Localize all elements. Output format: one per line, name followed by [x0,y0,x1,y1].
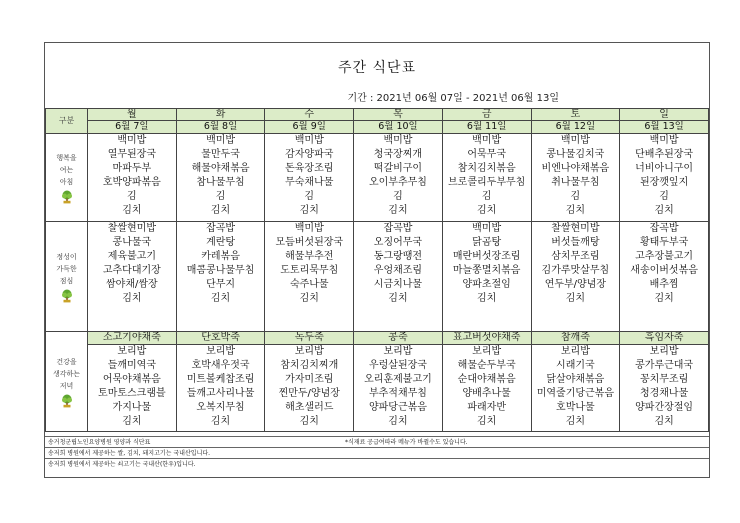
day-header: 토 [531,109,620,121]
menu-item: 동그랑땡전 [373,251,423,263]
menu-item: 백미밥 [560,135,590,146]
menu-item: 백미밥 [383,135,413,146]
dinner-label [46,332,88,432]
menu-item: 모듬버섯된장국 [275,237,344,249]
lunch-label [46,222,88,332]
lunch-day-cell [354,222,443,332]
menu-item: 김치 [299,416,319,428]
dinner-label-line: 생각하는 [52,369,81,378]
menu-item: 찐만두/양념장 [278,388,340,400]
menu-item: 김치 [654,205,674,217]
porridge-cell: 소고기야채죽 [88,332,177,345]
menu-item: 미역줄기당근볶음 [536,388,614,400]
menu-item: 김치 [299,293,319,305]
menu-item: 고추다대기장 [102,265,161,277]
footer-note: 송저희 병원에서 제공하는 쌀, 김치, 돼지고기는 국내산입니다. [48,450,211,457]
date-header: 6월 8일 [176,121,265,134]
page-title: 주간 식단표 [337,60,417,76]
breakfast-day-cell [531,134,620,222]
dinner-row [46,345,709,432]
menu-item: 브로콜리두부무침 [448,177,526,189]
menu-item: 감자양파국 [285,149,334,161]
menu-item: 쌈야채/쌈장 [106,279,158,291]
menu-item: 잡곡밥 [383,223,413,234]
menu-item: 제육불고기 [107,251,156,263]
menu-item: 백미밥 [294,223,324,234]
menu-item: 순대야채볶음 [457,374,516,386]
breakfast-day-cell [176,134,265,222]
breakfast-day-cell [88,134,177,222]
footer-notes [45,436,709,469]
menu-item: 백미밥 [472,135,502,146]
porridge-cell: 흑임자죽 [620,332,709,345]
footer-note-right: *식재료 공급여따라 메뉴가 바뀔수도 있습니다. [345,439,468,446]
menu-item: 김 [393,191,403,203]
menu-item: 오리훈제불고기 [364,374,432,386]
menu-item: 김치 [388,293,408,305]
menu-item: 양파당근볶음 [368,402,427,414]
day-header: 목 [354,109,443,121]
menu-item: 숙주나물 [289,279,329,291]
menu-item: 잡곡밥 [206,223,236,234]
menu-item: 김 [215,191,226,203]
menu-item: 양파초절임 [462,279,511,291]
dinner-day-cell [442,345,531,432]
dinner-day-cell [354,345,443,432]
menu-item: 시금치나물 [373,279,423,291]
menu-item: 백미밥 [117,135,147,146]
lunch-label-line: 가득한 [56,264,77,273]
breakfast-label-line: 행복을 [56,153,77,162]
menu-item: 콩가루근대국 [635,360,694,372]
menu-item: 김치 [565,416,586,428]
menu-item: 계란탕 [206,237,236,249]
breakfast-label [46,134,88,222]
menu-item: 마파두부 [112,163,152,175]
breakfast-day-cell [442,134,531,222]
menu-item: 잡곡밥 [649,223,679,234]
menu-item: 토마토스크램블 [98,388,166,400]
menu-item: 카레볶음 [201,251,240,263]
menu-item: 참치김치볶음 [457,163,516,175]
menu-item: 버섯들깨탕 [551,237,600,249]
date-header: 6월 11일 [442,121,531,134]
menu-item: 해물부추전 [285,251,334,263]
menu-item: 꽁치무조림 [639,374,689,386]
menu-period: 기간 : 2021년 06월 07일 - 2021년 06월 13일 [347,93,559,104]
menu-item: 김 [481,191,492,203]
date-header: 6월 9일 [265,121,354,134]
date-header: 6월 13일 [620,121,709,134]
menu-item: 취나물무침 [551,177,600,189]
menu-item: 떡갈비구이 [373,163,423,175]
lunch-day-cell [442,222,531,332]
footer-note: 송저희 병원에서 제공하는 쇠고기는 국내산(한우)입니다. [48,461,196,468]
day-header: 화 [176,109,265,121]
date-header: 6월 12일 [531,121,620,134]
menu-item: 청국장찌개 [373,149,423,161]
menu-item: 백미밥 [649,135,679,146]
menu-item: 오복지무침 [196,402,245,414]
menu-item: 어묵무국 [467,149,506,161]
menu-item: 보리밥 [206,346,236,357]
menu-item: 양파간장절임 [635,402,694,414]
lunch-day-cell [176,222,265,332]
footer-note-row [45,458,709,469]
menu-item: 김치 [388,205,408,217]
menu-item: 김치 [122,293,142,305]
lunch-day-cell [265,222,354,332]
menu-item: 참나물무침 [196,177,245,189]
lunch-day-cell [88,222,177,332]
section-label-header: 구분 [46,109,88,134]
menu-item: 미트볼케찹조림 [186,374,255,386]
menu-item: 콩나물김치국 [546,149,605,161]
menu-item: 매란버섯장조림 [452,251,521,263]
menu-item: 보리밥 [294,346,324,357]
menu-item: 닭곰탕 [472,237,502,249]
menu-item: 가자미조림 [285,374,334,386]
menu-item: 물만두국 [201,149,240,161]
menu-item: 부추적채무침 [368,388,427,400]
porridge-cell: 참깨죽 [531,332,620,345]
dinner-label-line: 저녁 [59,381,74,390]
menu-item: 우렁살된장국 [368,360,427,372]
menu-item: 김치 [654,293,674,305]
porridge-cell: 표고버섯야채죽 [442,332,531,345]
menu-item: 시래기국 [556,360,595,372]
menu-item: 호박나물 [556,402,595,414]
dinner-label-line: 건강을 [56,357,77,366]
menu-item: 해물야채볶음 [191,163,250,175]
menu-item: 오이부추무침 [368,177,427,189]
menu-item: 김치 [477,205,497,217]
menu-item: 청경채나물 [639,388,689,400]
menu-item: 우엉채조림 [373,265,423,277]
porridge-cell: 단호박죽 [176,332,265,345]
menu-item: 도토리묵무침 [280,265,339,277]
menu-item: 마늘쫑멸치볶음 [452,265,521,277]
menu-item: 김치 [299,205,319,217]
date-header: 6월 10일 [354,121,443,134]
menu-item: 김 [127,191,137,203]
lunch-day-cell [531,222,620,332]
menu-item: 어묵야채볶음 [102,374,161,386]
menu-item: 오징어무국 [373,237,423,249]
menu-item: 찰쌀현미밥 [551,223,600,234]
menu-item: 보리밥 [117,346,147,357]
menu-item: 김가루맛살무침 [541,265,610,277]
menu-item: 해초샐러드 [285,402,334,414]
footer-note-row [45,447,709,458]
date-header: 6월 7일 [88,121,177,134]
menu-item: 닭살야채볶음 [546,374,605,386]
menu-item: 콩나물국 [112,237,152,249]
menu-item: 백미밥 [472,223,502,234]
day-header: 금 [442,109,531,121]
menu-item: 돈육장조림 [285,163,334,175]
lunch-day-cell [620,222,709,332]
lunch-row [46,222,709,332]
footer-note-row [45,436,709,447]
menu-item: 백미밥 [206,135,236,146]
menu-item: 김 [659,191,669,203]
menu-item: 김 [570,191,581,203]
day-header: 일 [620,109,709,121]
weekly-menu-table [45,108,709,432]
day-header: 월 [88,109,177,121]
menu-item: 참치김치찌개 [280,360,339,372]
porridge-row [46,332,709,345]
menu-item: 김치 [565,205,586,217]
breakfast-day-cell [265,134,354,222]
lunch-label-line: 점심 [59,276,74,285]
menu-item: 보리밥 [383,346,413,357]
dinner-day-cell [88,345,177,432]
menu-item: 김 [304,191,315,203]
breakfast-row [46,134,709,222]
menu-item: 김치 [122,205,142,217]
menu-item: 연두부/양념장 [544,279,607,291]
lunch-label-line: 정성이 [56,252,77,261]
tree-icon [60,289,74,303]
dinner-day-cell [265,345,354,432]
menu-item: 들깨고사리나물 [186,388,255,400]
menu-item: 찰쌀현미밥 [107,223,156,234]
menu-item: 들깨미역국 [107,360,156,372]
menu-item: 김치 [122,416,142,428]
menu-item: 열무된장국 [107,149,156,161]
menu-item: 호박새우젓국 [191,360,250,372]
menu-item: 해물순두부국 [457,360,516,372]
menu-item: 무숙채나물 [285,177,334,189]
breakfast-day-cell [354,134,443,222]
menu-item: 김치 [565,293,586,305]
menu-item: 파래자반 [467,402,506,414]
menu-item: 김치 [477,293,497,305]
menu-item: 너비아니구이 [635,163,694,175]
menu-item: 가지나물 [112,402,152,414]
menu-item: 김치 [654,416,674,428]
day-header: 수 [265,109,354,121]
menu-item: 보리밥 [649,346,679,357]
menu-item: 새송이버섯볶음 [630,265,698,277]
menu-item: 김치 [210,416,231,428]
menu-item: 호박양파볶음 [102,177,161,189]
breakfast-label-line: 아침 [59,177,74,186]
tree-icon [60,190,74,204]
menu-item: 비엔나야채볶음 [541,163,610,175]
breakfast-label-line: 여는 [59,165,74,174]
menu-item: 김치 [477,416,497,428]
dinner-day-cell [620,345,709,432]
porridge-cell: 콩죽 [354,332,443,345]
menu-item: 매콤콩나물무침 [186,265,255,277]
menu-item: 황태두부국 [639,237,689,249]
breakfast-day-cell [620,134,709,222]
menu-item: 된장깻잎지 [639,177,689,189]
dinner-day-cell [176,345,265,432]
menu-item: 단배추된장국 [635,149,694,161]
menu-item: 김치 [388,416,408,428]
menu-item: 김치 [210,205,231,217]
menu-item: 단무지 [206,279,236,291]
menu-item: 양배추나물 [462,388,511,400]
dinner-day-cell [531,345,620,432]
menu-item: 고추장불고기 [635,251,694,263]
menu-sheet [44,42,710,478]
menu-item: 보리밥 [472,346,502,357]
menu-item: 보리밥 [560,346,590,357]
menu-item: 백미밥 [294,135,324,146]
menu-item: 배추찜 [649,279,679,291]
menu-item: 김치 [210,293,231,305]
footer-note: 송거청군립노인요양병원 영양과 식단표 [48,439,151,446]
menu-item: 삼치무조림 [551,251,600,263]
tree-icon [60,394,74,408]
porridge-cell: 녹두죽 [265,332,354,345]
